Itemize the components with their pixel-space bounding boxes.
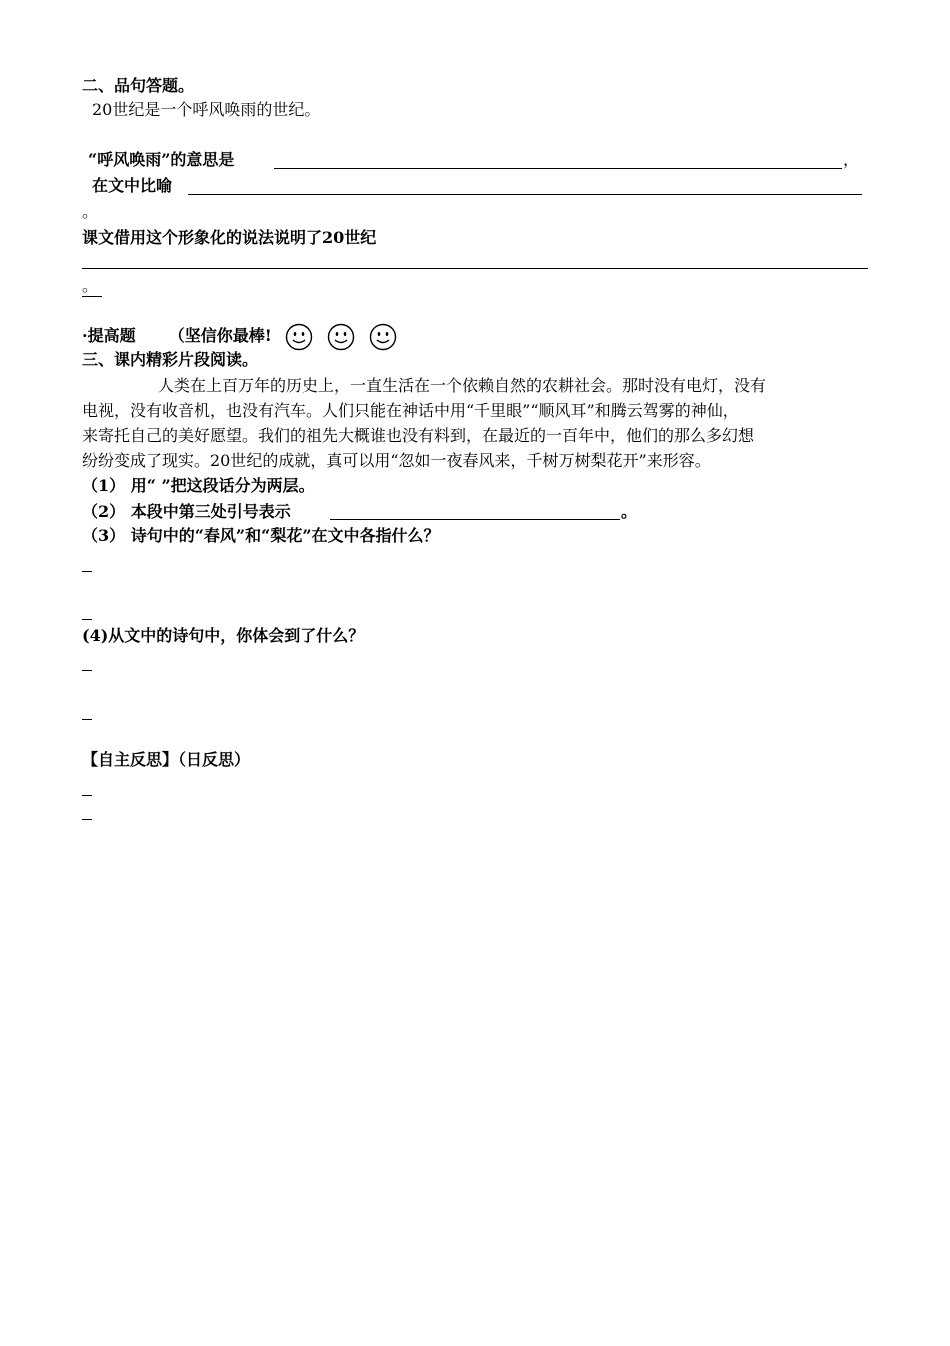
extra-header: [82, 322, 397, 351]
answer-line[interactable]: [82, 670, 92, 671]
s3-q2-answer-blank[interactable]: [330, 519, 620, 520]
section3-heading: 三、课内精彩片段阅读。: [82, 350, 259, 369]
q2-answer-blank[interactable]: [188, 194, 862, 195]
reflection-heading: 【自主反思】（日反思）: [82, 750, 251, 769]
q1-label: “呼风唤雨”的意思是: [88, 150, 235, 169]
smiley-icon: [285, 323, 313, 351]
q3-answer-blank[interactable]: [82, 268, 868, 269]
answer-line[interactable]: [82, 571, 92, 572]
answer-line[interactable]: [82, 795, 92, 796]
passage-line-3: 来寄托自己的美好愿望。我们的祖先大概谁也没有料到，在最近的一百年中，他们的那么多幻想: [82, 426, 755, 445]
s3-q3: （3） 诗句中的“春风”和“梨花”在文中各指什么？: [82, 526, 440, 545]
extra-slogan: （坚信你最棒!: [168, 326, 272, 345]
q3-label: 课文借用这个形象化的说法说明了20世纪: [82, 228, 377, 247]
s3-q1: （1） 用“ ”把这段话分为两层。: [82, 476, 315, 495]
q2-end: 。: [82, 202, 99, 221]
smiley-icon: [369, 323, 397, 351]
answer-line[interactable]: [82, 619, 92, 620]
answer-line[interactable]: [82, 819, 92, 820]
s3-q2: （2） 本段中第三处引号表示: [82, 502, 291, 521]
smiley-icon: [327, 323, 355, 351]
passage-line-1: 人类在上百万年的历史上，一直生活在一个依赖自然的农耕社会。那时没有电灯，没有: [158, 376, 767, 395]
q1-answer-blank[interactable]: [274, 168, 842, 169]
extra-title: ·提高题: [82, 326, 136, 345]
sentence: 20世纪是一个呼风唤雨的世纪。: [92, 100, 321, 119]
s3-q4: (4)从文中的诗句中，你体会到了什么？: [82, 626, 365, 645]
q3-end: 。: [82, 276, 102, 297]
q1-end: ，: [843, 150, 860, 169]
answer-line[interactable]: [82, 719, 92, 720]
passage-line-2: 电视，没有收音机，也没有汽车。人们只能在神话中用“千里眼”“顺风耳”和腾云驾雾的神仙，: [82, 401, 739, 420]
passage-line-4: 纷纷变成了现实。20世纪的成就，真可以用“忽如一夜春风来，千树万树梨花开”来形容。: [82, 451, 711, 470]
q2-label: 在文中比喻: [92, 176, 173, 195]
section2-heading: 二、品句答题。: [82, 76, 195, 95]
s3-q2-end: 。: [621, 502, 638, 521]
